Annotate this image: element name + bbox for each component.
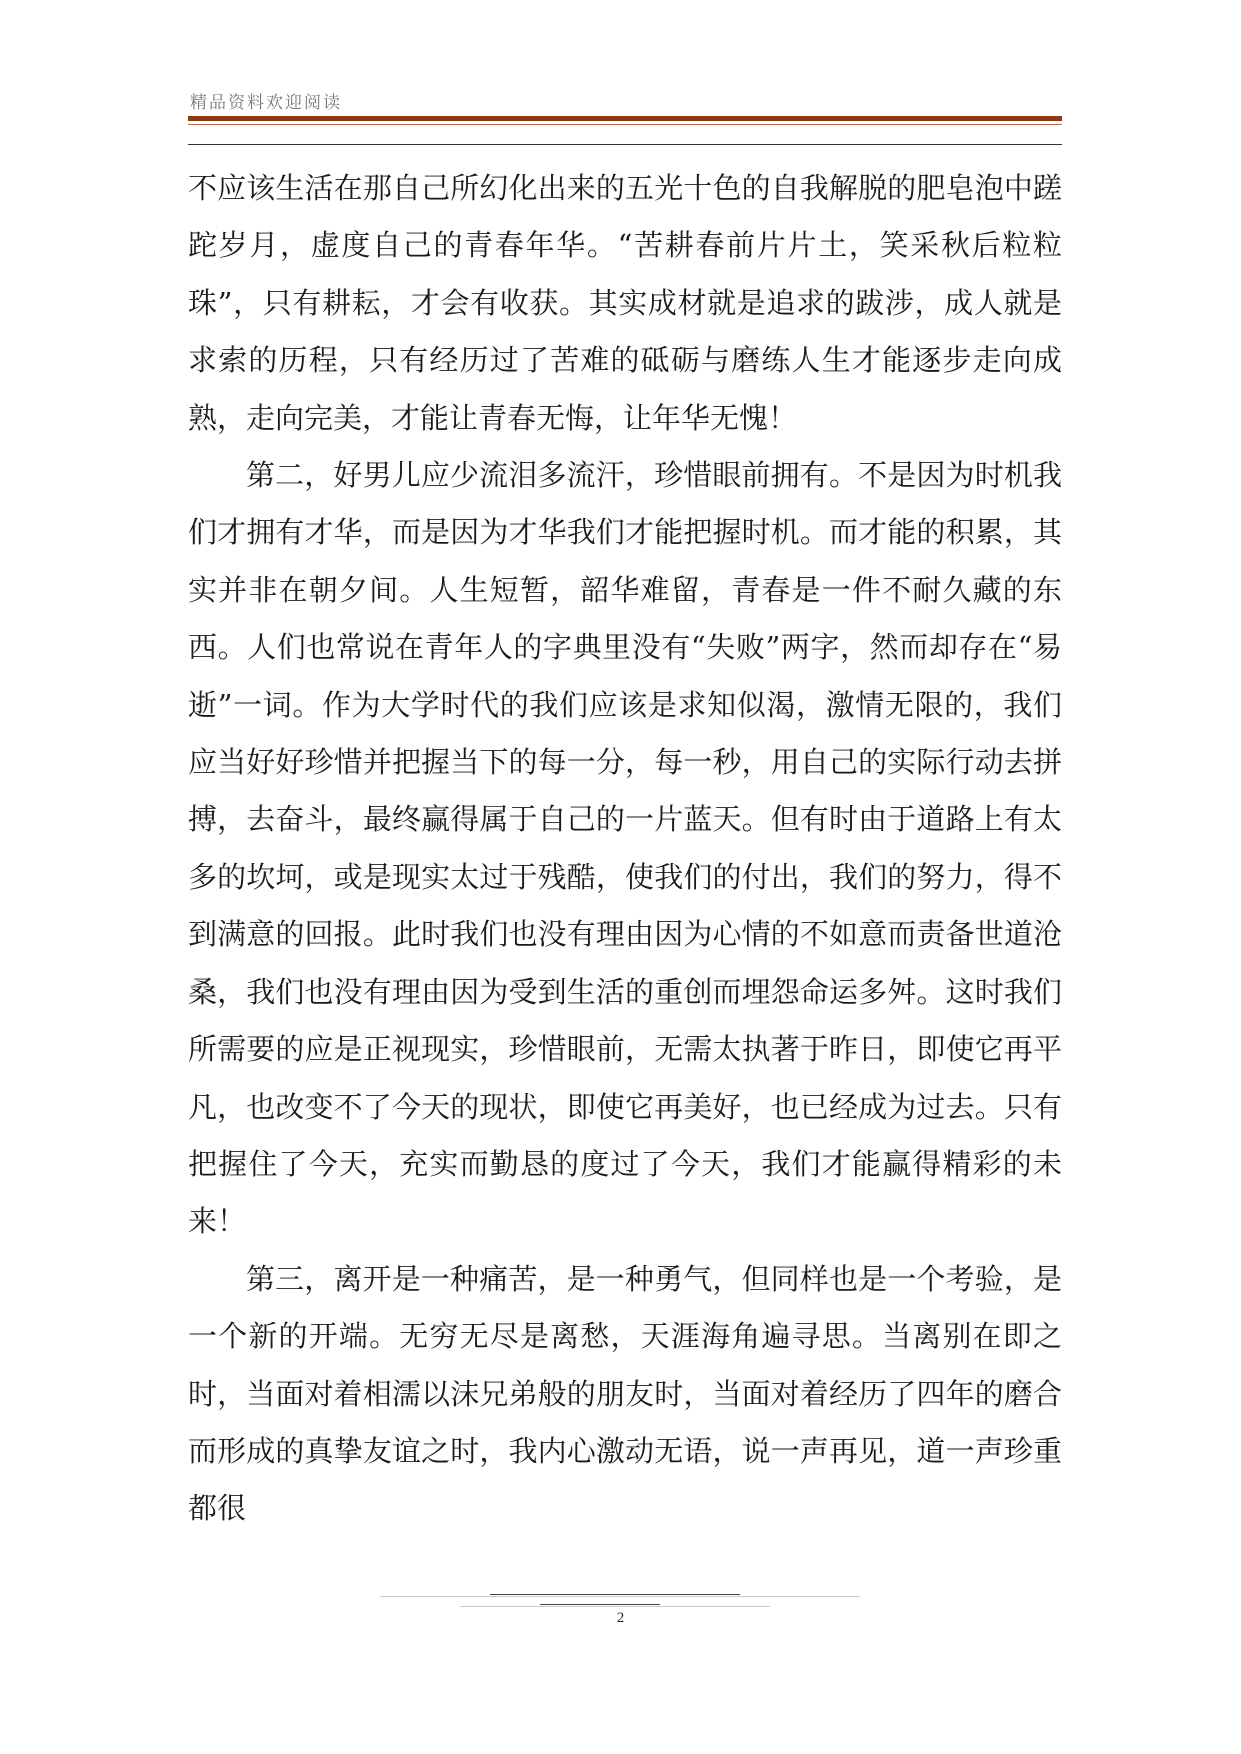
paragraph-second: 第二，好男儿应少流泪多流汗，珍惜眼前拥有。不是因为时机我们才拥有才华，而是因为才华我们才能把握时机。而才能的积累，其实并非在朝夕间。人生短暂，韶华难留，青春是一件不耐久藏的东西。人们也常说在青年人的字典里没有“失败”两字，然而却存在“易逝”一词。作为大学时代的我们应该是求知似渴，激情无限的，我们应当好好珍惜并把握当下的每一分，每一秒，用自己的实际行动去拼搏，去奋斗，最终赢得属于自己的一片蓝天。但有时由于道路上有太多的坎坷，或是现实太过于残酷，使我们的付出，我们的努力，得不到满意的回报。此时我们也没有理由因为心情的不如意而责备世道沧桑，我们也没有理由因为受到生活的重创而埋怨命运多舛。这时我们所需要的应是正视现实，珍惜眼前，无需太执著于昨日，即使它再平凡，也改变不了今天的现状，即使它再美好，也已经成为过去。只有把握住了今天，充实而勤恳的度过了今天，我们才能赢得精彩的未来！ [188,458,1062,1239]
header-rule-thin [188,124,1062,125]
paragraph-continued: 不应该生活在那自己所幻化出来的五光十色的自我解脱的肥皂泡中蹉跎岁月，虚度自己的青春年华。“苦耕春前片片土，笑采秋后粒粒珠”，只有耕耘，才会有收获。其实成材就是追求的跋涉，成人就是求索的历程，只有经历过了苦难的砥砺与磨练人生才能逐步走向成熟，走向完美，才能让青春无悔，让年华无愧！ [188,171,1062,435]
footer-rule [460,1606,770,1607]
document-body [188,160,1062,1538]
footer-rule [540,1604,660,1605]
footer-rule [490,1594,740,1595]
footer-rule [380,1596,860,1597]
page-number: 2 [616,1610,625,1626]
header-title: 精品资料欢迎阅读 [190,93,342,113]
header-rule-bottom [188,144,1062,145]
header-rule-thick [188,116,1062,121]
paragraph-third: 第三，离开是一种痛苦，是一种勇气，但同样也是一个考验，是一个新的开端。无穷无尽是离愁，天涯海角遍寻思。当离别在即之时，当面对着相濡以沫兄弟般的朋友时，当面对着经历了四年的磨合而形成的真挚友谊之时，我内心激动无语，说一声再见，道一声珍重都很 [188,1261,1062,1526]
